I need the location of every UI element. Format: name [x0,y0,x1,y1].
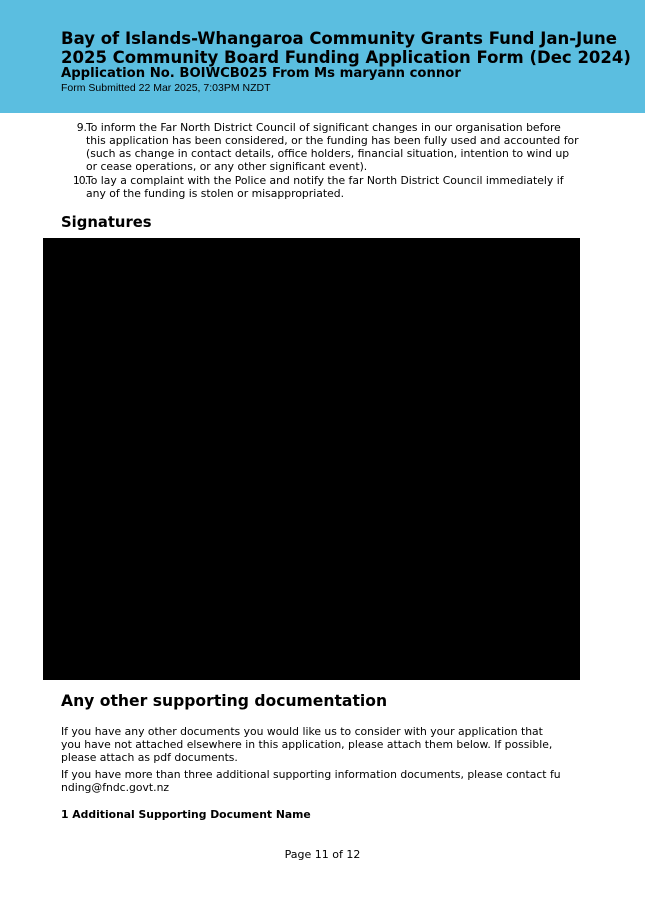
form-header [0,0,645,113]
application-number: Application No. BOIWCB025 From Ms maryann connor [61,66,461,81]
page-number: Page 11 of 12 [284,848,361,861]
supporting-docs-instructions: If you have any other documents you would like us to consider with your application that you have not attached elsewhere in this application, please attach them below. If possible, please attach as pdf documents. [61,725,553,764]
signatures-heading: Signatures [61,214,152,231]
clause-text: To lay a complaint with the Police and notify the far North District Council immediately if any of the funding is stolen or misappropriated. [86,174,564,200]
clause-text: To inform the Far North District Council of significant changes in our organisation before this application has been considered, or the funding has been fully used and accounted for (such as change in contact details, office holders, financial situation, intention to wind up or cease operations, or any other significant event). [86,121,579,173]
clause-number: 9. [76,121,87,134]
form-title: Bay of Islands-Whangaroa Community Grants Fund Jan-June 2025 Community Board Funding Application Form (Dec 2024) [61,29,631,67]
additional-document-label: 1 Additional Supporting Document Name [61,808,311,821]
supporting-docs-heading: Any other supporting documentation [61,692,388,710]
signature-block-redacted [43,238,580,680]
submission-timestamp: Form Submitted 22 Mar 2025, 7:03PM NZDT [61,82,271,94]
clause-item [61,121,581,173]
clause-item [61,174,581,200]
supporting-docs-contact: If you have more than three additional supporting information documents, please contact funding@fndc.govt.nz [61,768,561,794]
clause-number: 10. [72,174,87,187]
